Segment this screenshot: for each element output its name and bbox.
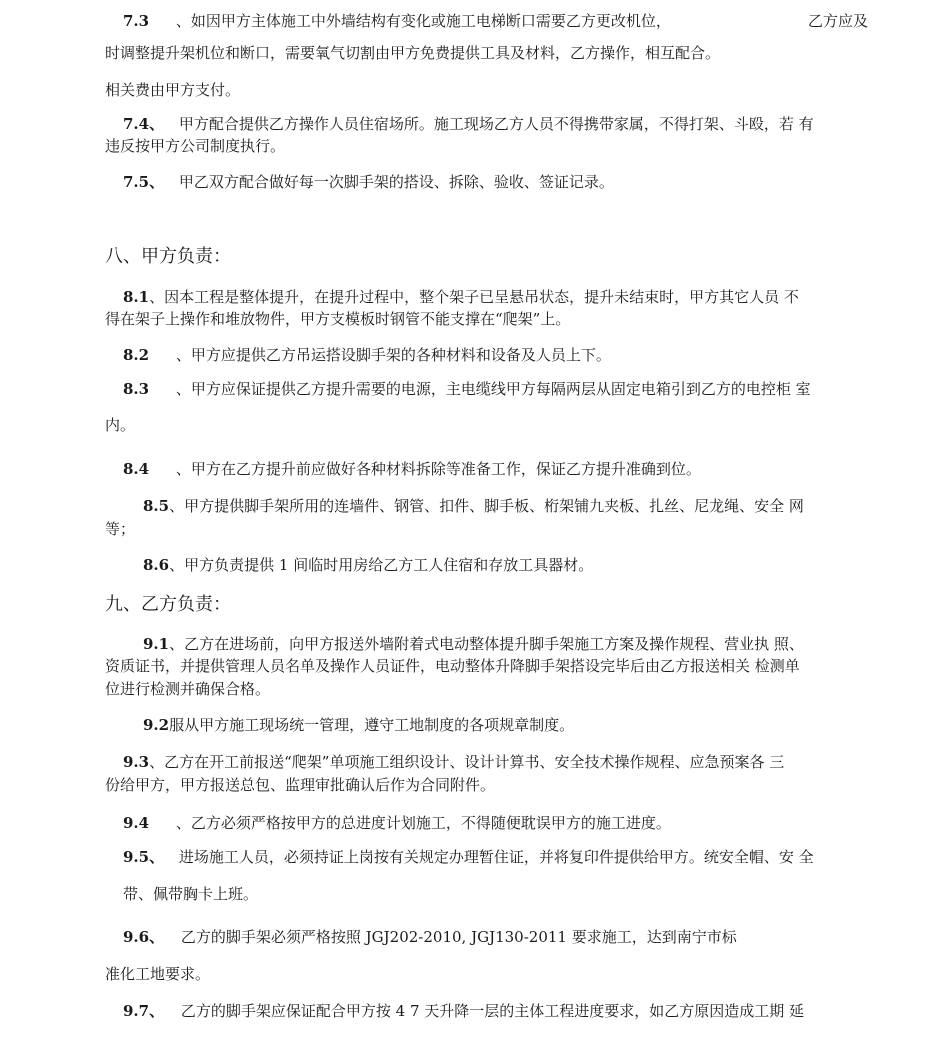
clause-text: 进场施工人员，必须持证上岗按有关规定办理暂住证，并将复印件提供给甲方。统安全帽、安 全: [178, 848, 814, 866]
clause-number: 9.3: [123, 753, 150, 771]
clause-7-3-line-2: 时调整提升架机位和断口，需要氧气切割由甲方免费提供工具及材料，乙方操作，相互配合。: [105, 44, 721, 62]
clause-text: 乙方的脚手架应保证配合甲方按 4 7 天升降一层的主体工程进度要求，如乙方原因造成工期 延: [180, 1002, 805, 1020]
clause-text: 、甲方应保证提供乙方提升需要的电源，主电缆线甲方每隔两层从固定电箱引到乙方的电控柜 室: [175, 380, 811, 398]
clause-7-3-line-3: 相关费由甲方支付。: [105, 81, 241, 99]
clause-number: 9.1: [143, 635, 170, 653]
clause-number: 9.6、: [123, 928, 165, 946]
clause-text: 、甲方负责提供 1 间临时用房给乙方工人住宿和存放工具器材。: [169, 556, 594, 574]
clause-text: 、乙方必须严格按甲方的总进度计划施工，不得随便耽误甲方的施工进度。: [175, 814, 671, 832]
clause-number: 9.2: [143, 716, 170, 734]
clause-8-1-line-2: 得在架子上操作和堆放物件，甲方支模板时钢管不能支撑在“爬架”上。: [105, 310, 571, 328]
clause-9-4-line-1: [123, 813, 671, 833]
clause-text: 、甲方应提供乙方吊运搭设脚手架的各种材料和设备及人员上下。: [175, 346, 611, 364]
clause-9-2-line-1: [143, 715, 574, 735]
clause-9-5-line-1: [123, 847, 814, 867]
clause-9-3-line-2: 份给甲方，甲方报送总包、监理审批确认后作为合同附件。: [105, 776, 496, 794]
clause-8-3-line-1: [123, 379, 811, 399]
clause-8-3-line-2: 内。: [105, 416, 136, 434]
clause-text: 、乙方在开工前报送“爬架”单项施工组织设计、设计计算书、安全技术操作规程、应急预案各 三: [149, 753, 785, 771]
clause-number: 9.7、: [123, 1002, 165, 1020]
clause-text: 甲乙双方配合做好每一次脚手架的搭设、拆除、验收、签证记录。: [178, 173, 614, 191]
clause-7-4-line-2: 违反按甲方公司制度执行。: [105, 137, 286, 155]
clause-text: 、甲方在乙方提升前应做好各种材料拆除等准备工作，保证乙方提升准确到位。: [175, 460, 701, 478]
clause-9-1-line-3: 位进行检测并确保合格。: [105, 680, 271, 698]
clause-text: 、乙方在进场前，向甲方报送外墙附着式电动整体提升脚手架施工方案及操作规程、营业执 照、: [169, 635, 804, 653]
clause-7-5-line-1: [123, 172, 614, 192]
clause-number: 7.4、: [123, 115, 165, 133]
clause-7-3-line-1: [123, 11, 671, 31]
clause-number: 8.2: [123, 346, 150, 364]
clause-text: 、因本工程是整体提升，在提升过程中，整个架子已呈悬吊状态，提升未结束时，甲方其它人员 不: [149, 288, 799, 306]
clause-text: 服从甲方施工现场统一管理，遵守工地制度的各项规章制度。: [169, 716, 575, 734]
clause-8-6-line-1: [143, 555, 593, 575]
clause-9-3-line-1: [123, 752, 784, 772]
clause-7-3-line-1-tail: 乙方应及: [808, 12, 869, 30]
clause-number: 7.5、: [123, 173, 165, 191]
clause-9-7-line-1: [123, 1001, 804, 1021]
clause-9-1-line-2: 资质证书，并提供管理人员名单及操作人员证件，电动整体升降脚手架搭设完毕后由乙方报送相关 检测单: [105, 657, 800, 675]
clause-number: 8.6: [143, 556, 170, 574]
clause-number: 9.4: [123, 814, 150, 832]
clause-8-4-line-1: [123, 459, 701, 479]
clause-9-6-line-2: 准化工地要求。: [105, 965, 211, 983]
clause-text: 、甲方提供脚手架所用的连墙件、钢管、扣件、脚手板、桁架铺九夹板、扎丝、尼龙绳、安全 网: [169, 497, 804, 515]
clause-8-1-line-1: [123, 287, 799, 307]
clause-8-5-line-1: [143, 496, 804, 516]
clause-8-5-line-2: 等；: [105, 520, 136, 538]
clause-number: 7.3: [123, 12, 150, 30]
clause-text: 甲方配合提供乙方操作人员住宿场所。施工现场乙方人员不得携带家属，不得打架、斗殴，若 有: [178, 115, 814, 133]
clause-9-6-line-1: [123, 927, 737, 947]
clause-number: 8.3: [123, 380, 150, 398]
clause-text: 乙方的脚手架必须严格按照 JGJ202-2010, JGJ130-2011 要求施工，达到南宁市标: [180, 928, 737, 946]
clause-number: 8.4: [123, 460, 150, 478]
clause-8-2-line-1: [123, 345, 611, 365]
section-heading-8: 八、甲方负责：: [105, 246, 231, 267]
clause-7-4-line-1: [123, 114, 814, 134]
section-heading-9: 九、乙方负责：: [105, 594, 231, 615]
clause-number: 9.5、: [123, 848, 165, 866]
clause-9-5-line-2: 带、佩带胸卡上班。: [123, 885, 259, 903]
clause-number: 8.5: [143, 497, 170, 515]
clause-9-1-line-1: [143, 634, 804, 654]
clause-text: 、如因甲方主体施工中外墙结构有变化或施工电梯断口需要乙方更改机位，: [175, 12, 671, 30]
clause-number: 8.1: [123, 288, 150, 306]
